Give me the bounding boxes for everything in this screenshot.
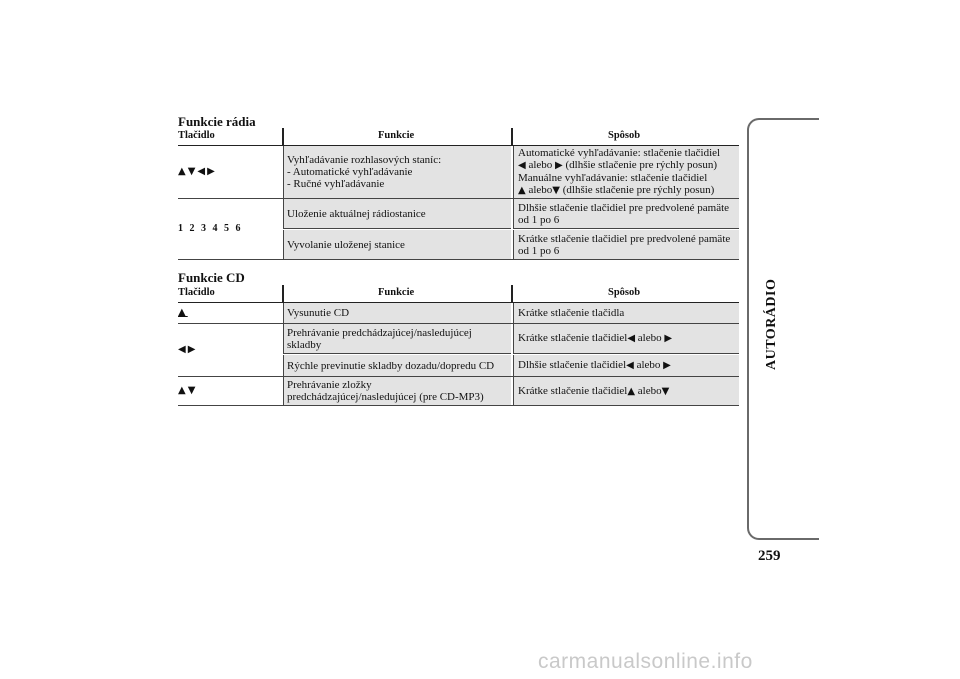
arrow-down-icon: ▼	[552, 185, 560, 196]
arrow-right-icon: ▶	[555, 160, 563, 171]
method-text: Dlhšie stlačenie tlačidiel◀ alebo ▶	[518, 359, 671, 371]
function-text: Vyhľadávanie rozhlasových staníc:	[287, 154, 442, 166]
table-row	[178, 146, 739, 199]
arrow-right-icon: ▶	[663, 360, 671, 371]
method-text: Manuálne vyhľadávanie: stlačenie tlačidiel	[518, 172, 708, 184]
header-button: Tlačidlo	[178, 130, 215, 141]
function-text: Rýchle previnutie skladby dozadu/dopredu CD	[287, 359, 495, 372]
arrow-keys-icon: ▲▼◀▶	[178, 166, 217, 177]
method-text: od 1 po 6	[518, 213, 560, 226]
preset-keys: 1 2 3 4 5 6	[178, 223, 243, 234]
page-number: 259	[758, 548, 781, 564]
cd-table	[178, 285, 739, 406]
table-row	[178, 303, 739, 324]
function-text: - Automatické vyhľadávanie	[287, 166, 413, 178]
header-separator	[282, 285, 284, 302]
method-text: Krátke stlačenie tlačidiel▲ alebo▼	[518, 384, 670, 397]
arrow-up-icon: ▲	[518, 185, 526, 196]
function-text: Vysunutie CD	[287, 307, 350, 319]
radio-section-title: Funkcie rádia	[178, 114, 256, 129]
method-text: Krátke stlačenie tlačidiel pre predvolené pamäte	[518, 232, 731, 245]
function-text: predchádzajúcej/nasledujúcej (pre CD-MP3)	[287, 391, 484, 403]
table-row-group	[178, 324, 739, 377]
header-button: Tlačidlo	[178, 287, 215, 298]
table-row	[178, 377, 739, 406]
header-separator	[511, 128, 513, 145]
function-text: Vyvolanie uloženej stanice	[287, 238, 405, 251]
header-method: Spôsob	[608, 130, 641, 141]
method-text: ▲ alebo▼ (dlhšie stlačenie pre rýchly posun)	[518, 184, 715, 196]
header-method: Spôsob	[608, 287, 641, 298]
arrow-left-icon: ◀	[626, 360, 634, 371]
watermark-text: carmanualsonline.info	[538, 650, 753, 673]
method-text: Automatické vyhľadávanie: stlačenie tlačidiel	[518, 147, 721, 159]
method-text: Dlhšie stlačenie tlačidiel pre predvolené pamäte	[518, 201, 730, 214]
arrow-right-icon: ▶	[664, 333, 673, 344]
chapter-tab-frame	[747, 118, 819, 540]
arrow-down-icon: ▼	[661, 385, 670, 397]
function-text: Prehrávanie zložky	[287, 379, 372, 391]
arrow-up-down-icon: ▲▼	[178, 385, 198, 396]
function-text: skladby	[287, 338, 322, 351]
function-text: Prehrávanie predchádzajúcej/nasledujúcej	[287, 326, 472, 339]
radio-table	[178, 128, 739, 260]
header-function: Funkcie	[378, 130, 415, 141]
cd-table-header	[178, 285, 739, 303]
method-text: od 1 po 6	[518, 244, 560, 257]
method-text: Krátke stlačenie tlačidla	[518, 307, 625, 319]
function-text: - Ručné vyhľadávanie	[287, 178, 385, 190]
radio-table-header	[178, 128, 739, 146]
header-separator	[511, 285, 513, 302]
arrow-left-right-icon: ◀▶	[178, 344, 198, 355]
function-text: Uloženie aktuálnej rádiostanice	[287, 207, 426, 220]
arrow-up-icon: ▲	[627, 385, 636, 397]
table-row-group	[178, 199, 739, 260]
eject-icon: ▲	[178, 307, 188, 318]
arrow-left-icon: ◀	[627, 333, 636, 344]
chapter-label: AUTORÁDIO	[764, 278, 779, 370]
cd-section-title: Funkcie CD	[178, 270, 245, 285]
arrow-left-icon: ◀	[518, 160, 526, 171]
header-function: Funkcie	[378, 287, 415, 298]
header-separator	[282, 128, 284, 145]
method-text: Krátke stlačenie tlačidiel◀ alebo ▶	[518, 332, 673, 344]
method-text: ◀ alebo ▶ (dlhšie stlačenie pre rýchly posun)	[518, 159, 717, 171]
